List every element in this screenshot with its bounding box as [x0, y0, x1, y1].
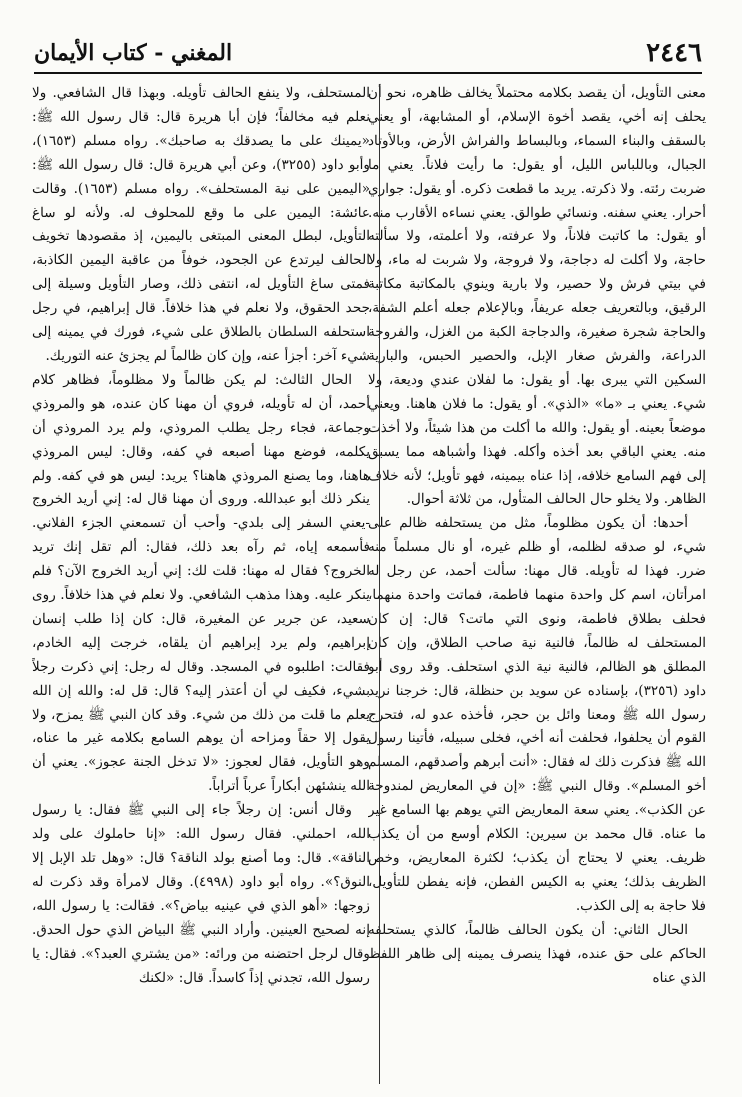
left-paragraph-1: المستحلف، ولا ينفع الحالف تأويله. وبهذا قال الشافعي. ولا نعلم فيه مخالفاً؛ فإن أبا هريرة قال: قال رسول الله ﷺ: «يمينك على ما يصدقك به صاحبك». رواه مسلم (١٦٥٣)، وأبو داود (٣٢٥٥)، وعن أبي هريرة قال: قال رسول الله ﷺ: «اليمين على نية المستحلف». رواه مسلم (١٦٥٣). وقالت عائشة: اليمين على ما وقع للمحلوف له. ولأنه لو ساغ التأويل، لبطل المعنى المبتغى باليمين، إذ مقصودها تخويف الحالف ليرتدع عن الجحود، خوفاً من عاقبة اليمين الكاذبة، فمتى ساغ التأويل له، انتفى ذلك، وصار التأويل وسيلة إلى جحد الحقوق، ولا نعلم في هذا خلافاً. قال إبراهيم، في رجل استحلفه السلطان بالطلاق على شيء، فورك في يمينه إلى شيء آخر: أجزأ عنه، وإن كان ظالماً لم يجزئ عنه التوريك. [32, 85, 370, 364]
left-paragraph-3: وقال أنس: إن رجلاً جاء إلى النبي ﷺ فقال: يا رسول الله، احملني. فقال رسول الله: «إنا حاملوك على ولد الناقة». قال: وما أصنع بولد الناقة؟ قال: «وهل تلد الإبل إلا النوق؟». رواه أبو داود (٤٩٩٨). وقال لامرأة وقد ذكرت له زوجها: «أهو الذي في عينيه بياض؟». فقالت: يا رسول الله، إنه لصحيح العينين. وأراد النبي ﷺ البياض الذي حول الحدق. وقال لرجل احتضنه من ورائه: «من يشتري العبد؟». فقال: يا رسول الله، تجدني إذاً كاسداً. قال: «لكنك [32, 802, 370, 986]
right-paragraph-2: أحدها: أن يكون مظلوماً، مثل من يستحلفه ظالم على شيء، لو صدقه لظلمه، أو ظلم غيره، أو نال مسلماً منه ضرر. فهذا له تأويله. قال مهنا: سألت أحمد، عن رجل له امرأتان، اسم كل واحدة منهما فاطمة، فماتت واحدة منهما، فحلف بطلاق فاطمة، ونوى التي ماتت؟ قال: إن كان المستحلف له ظالماً، فالنية نية صاحب الطلاق، وإن كان المطلق هو الظالم، فالنية نية الذي استحلف. وقد روى أبو داود (٣٢٥٦)، بإسناده عن سويد بن حنظلة، قال: خرجنا نريد رسول الله ﷺ ومعنا وائل بن حجر، فأخذه عدو له، فتحرج القوم أن يحلفوا، فحلفت أنه أخي، فخلى سبيله، فأتينا رسول الله ﷺ فذكرت ذلك له فقال: «أنت أبرهم وأصدقهم، المسلم أخو المسلم». وقال النبي ﷺ: «إن في المعاريض لمندوحة عن الكذب». يعني سعة المعاريض التي يوهم بها السامع غير ما عناه. قال محمد بن سيرين: الكلام أوسع من أن يكذب ظريف. يعني لا يحتاج أن يكذب؛ لكثرة المعاريض، وخص الظريف بذلك؛ يعني به الكيس الفطن، فإنه يفطن للتأويل، فلا حاجة به إلى الكذب. [368, 515, 706, 914]
column-divider [379, 84, 380, 1084]
book-name: المغني [171, 40, 233, 66]
header-rule [34, 72, 702, 74]
chapter-name: كتاب الأيمان [34, 40, 147, 66]
left-column [32, 82, 370, 1082]
right-column [368, 82, 706, 1082]
page-header [34, 36, 702, 70]
page-number: ٢٤٤٦ [646, 38, 702, 68]
left-paragraph-2: الحال الثالث: لم يكن ظالماً ولا مظلوماً، فظاهر كلام أحمد، أن له تأويله، فروي أن مهنا كان عنده، هو والمروذي وجماعة، فجاء رجل يطلب المروذي، ولم يرد المروذي أن يكلمه، فوضع مهنا أصبعه في كفه، وقال: ليس المروذي هاهنا، وما يصنع المروذي هاهنا؟ يريد: ليس هو في كفه. ولم ينكر ذلك أبو عبدالله. وروى أن مهنا قال له: إني أريد الخروج -يعني السفر إلى بلدي- وأحب أن تسمعني الجزء الفلاني. فأسمعه إياه، ثم رآه بعد ذلك، فقال: ألم تقل إنك تريد الخروج؟ فقال له مهنا: قلت لك: إني أريد الخروج الآن؟ فلم ينكر عليه. وهذا مذهب الشافعي. ولا نعلم في هذا خلافاً. روى سعيد، عن جرير عن المغيرة، قال: كان إذا طلب إنسان إبراهيم، ولم يرد إبراهيم أن يلقاه، خرجت إليه الخادم، فقالت: اطلبوه في المسجد. وقال له رجل: إني ذكرت رجلاً بشيء، فكيف لي أن أعتذر إليه؟ قال: قل له: والله إن الله يعلم ما قلت من ذلك من شيء. وقد كان النبي ﷺ يمزح، ولا يقول إلا حقاً ومزاحه أن يوهم السامع بكلامه غير ما عناه، وهو التأويل، فقال لعجوز: «لا تدخل الجنة عجوز». يعني أن الله ينشئهن أبكاراً عرباً أتراباً. [32, 371, 370, 795]
running-title [34, 40, 232, 66]
title-separator: - [146, 40, 171, 66]
right-paragraph-3: الحال الثاني: أن يكون الحالف ظالماً، كالذي يستحلفه الحاكم على حق عنده، فهذا ينصرف يمينه إلى ظاهر اللفظ الذي عناه [368, 921, 706, 986]
right-paragraph-1: معنى التأويل، أن يقصد بكلامه محتملاً يخالف ظاهره، نحو أن يحلف إنه أخي، يقصد أخوة الإسلام، أو المشابهة، أو يعني بالسقف والبناء السماء، وبالبساط والفراش الأرض، وبالأوتاد الجبال، وباللباس الليل، أو يقول: ما رأيت فلاناً. يعني ما ضربت رئته. ولا ذكرته. يريد ما قطعت ذكره. أو يقول: جواري أحرار. يعني سفنه. ونسائي طوالق. يعني نساءه الأقارب منه. أو يقول: ما كاتبت فلاناً، ولا عرفته، ولا أعلمته، ولا سألته حاجة، ولا أكلت له دجاجة، ولا فروجة، ولا شربت له ماء، ولا في بيتي فرش ولا حصير، ولا بارية وينوي بالمكاتبة مكاتبة الرقيق، وبالتعريف جعله عريفاً، وبالإعلام جعله أعلم الشفة، والحاجة شجرة صغيرة، والدجاجة الكبة من الغزل، والفروجة الدراعة، والفرش صغار الإبل، والحصير الحبس، والبارية السكين التي يبرى بها. أو يقول: ما لفلان عندي وديعة، ولا شيء. يعني بـ «ما» «الذي». أو يقول: ما فلان هاهنا. ويعني موضعاً بعينه. أو يقول: والله ما أكلت من هذا شيئاً، ولا أخذت منه. يعني الباقي بعد أخذه وأكله. فهذا وأشباهه مما يسبق إلى فهم السامع خلافه، إذا عناه بيمينه، فهو تأويل؛ لأنه خلاف الظاهر. ولا يخلو حال الحالف المتأول، من ثلاثة أحوال. [368, 85, 706, 508]
